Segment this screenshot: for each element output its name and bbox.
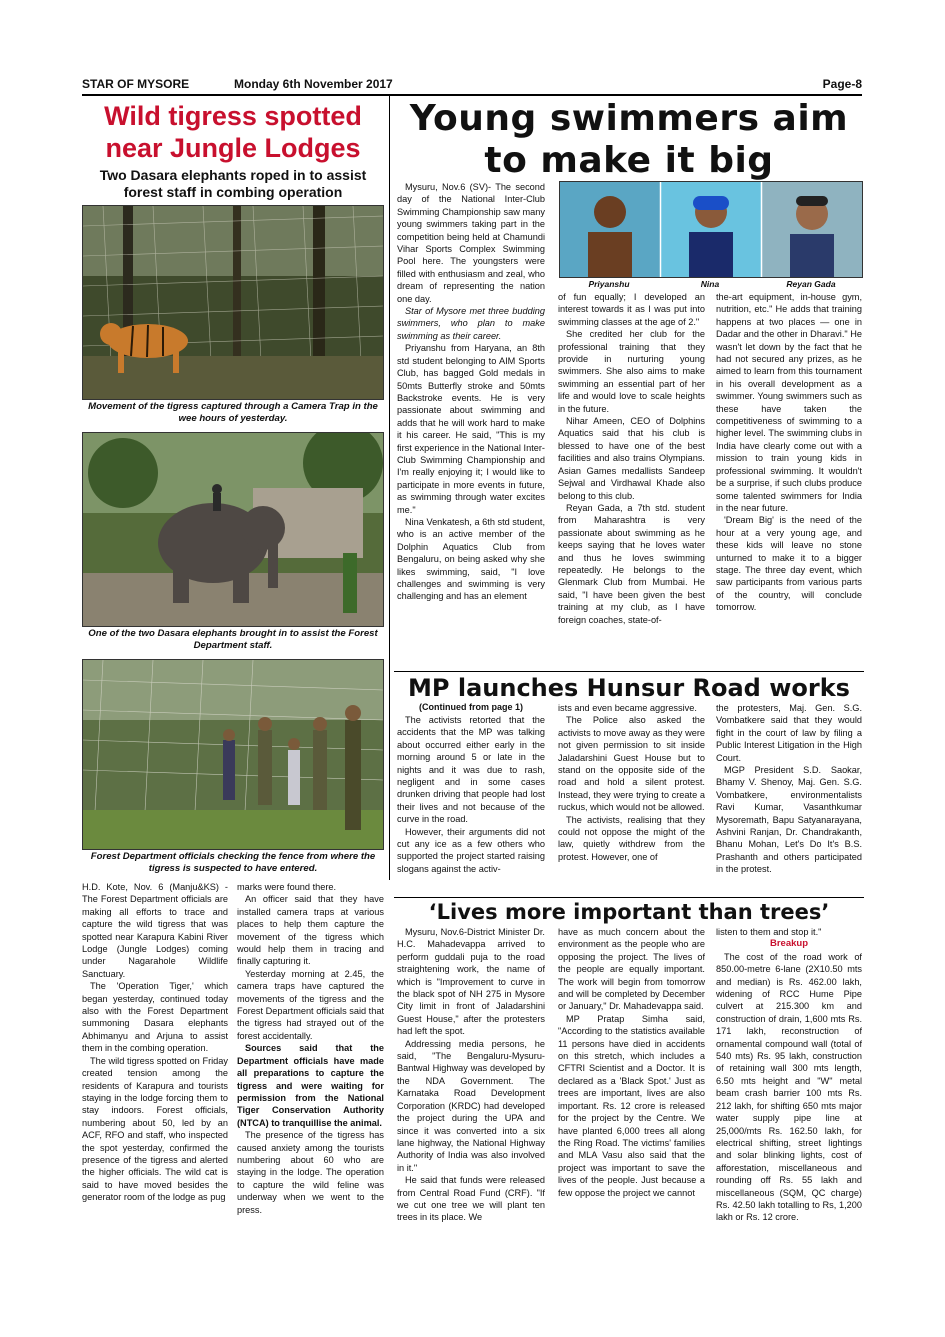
mp-paragraph: The activists, realising that they could not oppose the might of the law, quietly withdrew from the protest. However, one of bbox=[558, 814, 705, 862]
tigress-bold-paragraph: Sources said that the Department officials have made all preparations to capture the tigress and were waiting for permission from the National Tiger Conservation Authority (NTCA) to tranquillise the animal. bbox=[237, 1043, 384, 1128]
mp-paragraph: The Police also asked the activists to move away as they were not given permission to sit inside Jaladarshini Guest House but to stand on the opposite side of the road and hold a silent protest. Instead, they were trying to create a ruckus, which would not be allowed. bbox=[558, 715, 705, 813]
tigress-subhead: Two Dasara elephants roped in to assist forest staff in combing operation bbox=[99, 167, 367, 200]
lives-paragraph: have as much concern about the environment as the people who are opposing the project. The lives of the people are equally important. The work will begin from tomorrow and will be completed by December or January," Dr. Mahadevappa said. bbox=[558, 927, 705, 1012]
breakup-heading: Breakup bbox=[769, 938, 808, 950]
swimmers-paragraph: Nina Venkatesh, a 6th std student, who is an active member of the Dolphin Aquatics Club from Bengaluru, on being asked why she likes swimming, said, "I love challenges and swimming is very challenging and has an element bbox=[397, 516, 545, 602]
swimmers-column-3 bbox=[716, 291, 862, 669]
mp-paragraph: The activists retorted that the accidents that the MP was talking about occurred either early in the morning around 5 or late in the nights and it was due to rash, negligent and in some cases drunken driving that people had lost their lives and not because of the curve in the road. bbox=[397, 715, 545, 825]
lives-paragraph: MP Pratap Simha said, "According to the statistics available 11 persons have died in accidents on this stretch, which includes a CFTRI Scientist and a Doctor. It is declared as a 'Black Spot.' Just as trees are important, lives are also important. Rs. 12 crore is released for the project by the Centre. We have planted 6,000 trees all along the Ring Road. The victims' families and MLA Vasu also said that the project was important to save the lives of the people. Just because a few oppose the project we cannot bbox=[558, 1013, 705, 1198]
lives-column-3 bbox=[716, 926, 862, 1266]
swimmer-label-priyanshu: Priyanshu bbox=[588, 279, 630, 289]
lives-paragraph: Mysuru, Nov.6-District Minister Dr. H.C. Mahadevappa arrived to perform guddali puja to the road straightening work, the name of which is "Improvement to curve in the black spot of NH 275 in Mysore City limit in front of Jaladarshini Guest House," after the protesters had left the spot. bbox=[397, 927, 545, 1037]
mp-paragraph: However, their arguments did not cut any ice as a few others who supported the project started raising slogans against the activ- bbox=[397, 826, 545, 874]
mp-column-1 bbox=[397, 714, 545, 897]
swimmers-paragraph: 'Dream Big' is the need of the hour at a very young age, and these kids will leave no stone unturned to make it to a bigger stage. The three day event, which saw participants from various parts of the country, will conclude tomorrow. bbox=[716, 515, 862, 613]
section-divider bbox=[394, 671, 864, 672]
tigress-paragraph: The wild tigress spotted on Friday created tension among the residents of Karapura and tourists staying in the lodge forcing them to stay indoors. Forest officials, numbering about 50, led by an ACF, RFO and staff, who inspected the spot yesterday, confirmed the presence of the tigress and alerted the higher officials. The wild cat is said to have moved besides the generator room of the lodge as pug bbox=[82, 1055, 228, 1203]
lives-paragraph: He said that funds were released from Central Road Fund (CRF). "If we cut one tree we will plant ten trees in its place. We bbox=[397, 1175, 545, 1223]
mp-paragraph: ists and even became aggressive. bbox=[558, 703, 697, 713]
continued-note: (Continued from page 1) bbox=[419, 702, 523, 712]
lives-paragraph: The cost of the road work of 850.00-metre 6-lane (2X10.50 mts and median) is Rs. 462.00 lakh, widening of RCC Hume Pipe culvert at 215.300 km and construction of drain, 1,600 mts Rs. 171 lakh, reconstruction of ornamental compound wall (total of 540 mts) Rs. 95 lakh, construction of retaining wall 300 mts length, 6.50 mts height and "W" metal beam crash barrier 100 mts Rs. 212 lakh, for shifting 650 mts major water supply pipe line at 25,000/mts Rs. 162.50 lakh, for electrical shifting, street lightings and solar blinking lights, cost of afforestation, miscellaneous and rounding off Rs. 55 lakh and miscellaneous (SQM, QC charge) Rs. 42.50 lakh totalling to Rs, 1,200 lakh or Rs. 12 crore. bbox=[716, 951, 862, 1223]
swimmers-paragraph: of fun equally; I developed an interest towards it as I was put into swimming classes at the age of 2." bbox=[558, 292, 705, 327]
lives-paragraph: listen to them and stop it." bbox=[716, 927, 822, 937]
lives-column-2 bbox=[558, 926, 705, 1266]
elephant-photo-caption: One of the two Dasara elephants brought in to assist the Forest Department staff. bbox=[88, 628, 378, 651]
swimmers-column-2 bbox=[558, 291, 705, 669]
officials-photo-caption: Forest Department officials checking the fence from where the tigress is suspected to have entered. bbox=[90, 851, 376, 874]
tigress-headline: Wild tigress spotted near Jungle Lodges bbox=[104, 101, 362, 163]
swimmers-column-1 bbox=[397, 181, 545, 668]
lives-headline: ‘Lives more important than trees’ bbox=[428, 900, 830, 924]
tigress-paragraph: H.D. Kote, Nov. 6 (Manju&KS) - The Forest Department officials are making all efforts to trace and capture the wild tigress that was spotted near Karapura Kabini River Lodge (Jungle Lodges) coming under Nagarahole Wildlife Sanctuary. bbox=[82, 882, 228, 979]
swimmers-photo bbox=[559, 181, 863, 278]
mp-paragraph: MGP President S.D. Saokar, Bhamy V. Shenoy, Maj. Gen. S.G. Vombatkere, environmentalists Ravi Kumar, Vasanthkumar Mysoremath, Bapu Satyanarayana, Ashvini Ranjan, Dr. Chandrakanth, Bhanu Mohan, Let's Do It's B.S. Prashanth and others participated in the protest. bbox=[716, 765, 862, 875]
page-number: Page-8 bbox=[822, 77, 862, 91]
mp-paragraph: the protesters, Maj. Gen. S.G. Vombatkere said that they would fight in the court of law by filing a Public Interest Litigation in the High Court. bbox=[716, 703, 862, 763]
section-divider bbox=[394, 897, 864, 898]
mp-column-2 bbox=[558, 702, 705, 897]
swimmers-paragraph: Reyan Gada, a 7th std. student from Maharashtra is very passionate about swimming as he keeps saying that he loves water and thus he loves swimming repeatedly. He belongs to the Glenmark Club from Mumbai. He said, "I have been given the best training at my club, as I have foreign coaches, state-of- bbox=[558, 502, 705, 625]
swimmers-headline: Young swimmers aim to make it big bbox=[409, 98, 849, 181]
swimmer-label-reyan: Reyan Gada bbox=[786, 279, 836, 289]
tigress-photo-caption: Movement of the tigress captured through a Camera Trap in the wee hours of yesterday. bbox=[88, 401, 378, 424]
mp-column-3 bbox=[716, 702, 862, 897]
issue-date: Monday 6th November 2017 bbox=[234, 77, 393, 91]
newspaper-name: STAR OF MYSORE bbox=[82, 77, 190, 91]
swimmers-paragraph: Mysuru, Nov.6 (SV)- The second day of the National Inter-Club Swimming Championship saw many young swimmers taking part in the competition being held at Chamundi Vihar Sports Complex Swimming Pool here. The youngsters were filled with enthusiasm and zeal, who dream of representing the nation one day. bbox=[397, 182, 545, 304]
tigress-camera-trap-photo bbox=[82, 205, 384, 400]
lives-column-1 bbox=[397, 926, 545, 1266]
swimmers-paragraph: Priyanshu from Haryana, an 8th std student belonging to AIM Sports Club, has bagged Gold medals in 50mts Butterfly stroke and 50mts Backstroke events. He is very passionate about swimming and adds that he will work hard to make it his career. He said, "This is my first experience in the National Inter-Club Swimming Championship and I'm really enjoying it; I would like to participate in more events in future, as swimming through water excites me." bbox=[397, 343, 545, 515]
swimmers-paragraph: Star of Mysore met three budding swimmers, who plan to make swimming as their career. bbox=[397, 306, 545, 341]
column-divider bbox=[389, 96, 390, 880]
swimmers-paragraph: the-art equipment, in-house gym, nutrition, etc." He adds that training happens at two places — one in Dadar and the other in Dharavi." He wasn't let down by the fact that he had not secured any prizes, as he aimed to learn from this tournament in his overall development as a swimmer. Young swimmers such as these have taken the competitiveness of swimming to a higher level. The swimming clubs in India have clearly come out with a mission to train young kids in professional swimming. It wouldn't be a surprise, if such clubs produce some talented swimmers for India in the near future. bbox=[716, 292, 862, 513]
tigress-paragraph: Yesterday morning at 2.45, the camera traps have captured the movements of the tigress and the Forest Department officials said that the tigress had strayed out of the forest accidentally. bbox=[237, 968, 384, 1041]
tigress-paragraph: The presence of the tigress has caused anxiety among the tourists numbering about 60 who are staying in the lodge. The operation to capture the wild feline was underway when we went to the press. bbox=[237, 1130, 384, 1215]
elephant-photo bbox=[82, 432, 384, 627]
tigress-column-2 bbox=[237, 881, 384, 1281]
page-header bbox=[82, 76, 862, 96]
forest-officials-photo bbox=[82, 659, 384, 850]
tigress-paragraph: The 'Operation Tiger,' which began yesterday, continued today also with the Forest Department summoning Dasara elephants Abhimanyu and Arjuna to assist them in the combing operation. bbox=[82, 981, 228, 1054]
swimmers-paragraph: Nihar Ameen, CEO of Dolphins Aquatics said that his club is blessed to have one of the best facilities and also trains Olympians. Asian Games medallists Sandeep Sejwal and Virdhawal Khade also belong to this club. bbox=[558, 416, 705, 501]
mp-headline: MP launches Hunsur Road works bbox=[408, 674, 850, 702]
tigress-paragraph: An officer said that they have installed camera traps at various places to help them capture the movement of the tigress which would help them in tracing and finally capturing it. bbox=[237, 894, 384, 967]
lives-paragraph: Addressing media persons, he said, "The Bengaluru-Mysuru-Bantwal Highway was developed by the NDA Government. The Karnataka Road Development Corporation (KRDC) had developed the project during the UPA and since it was converted into a six lane highway, the National Highway Authority of India was also involved in it." bbox=[397, 1038, 545, 1173]
tigress-column-1 bbox=[82, 881, 228, 1281]
tigress-paragraph: marks were found there. bbox=[237, 882, 337, 892]
swimmers-paragraph: She credited her club for the professional training that they provide in nurturing young swimmers. She also aims to make swimming an essential part of her life and would love to scale heights in the future. bbox=[558, 329, 705, 414]
swimmer-label-nina: Nina bbox=[700, 279, 720, 289]
